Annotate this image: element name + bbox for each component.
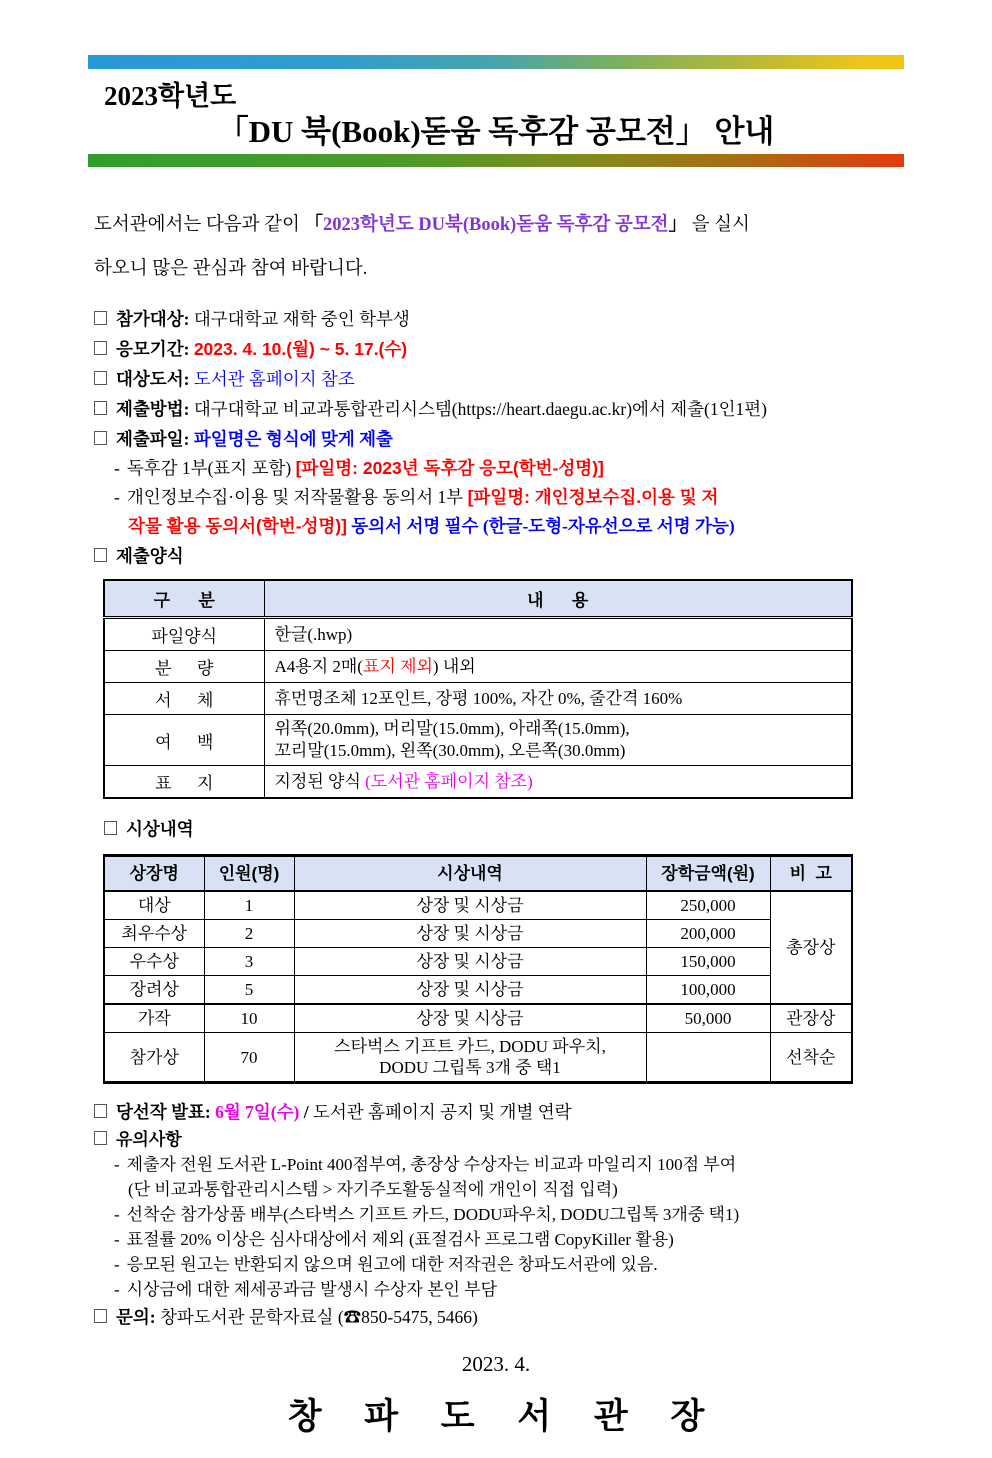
award-detail-line-1: 스타벅스 기프트 카드, DODU 파우치, bbox=[334, 1037, 606, 1056]
format-key: 서 체 bbox=[104, 683, 264, 715]
format-key: 분 량 bbox=[104, 651, 264, 683]
dash-bullet: - bbox=[114, 1230, 120, 1249]
format-table-header-row bbox=[104, 580, 852, 618]
note-item bbox=[114, 1277, 904, 1302]
format-key: 표 지 bbox=[104, 766, 264, 799]
file-item-2-cont bbox=[128, 512, 904, 541]
checkbox-bullet-icon bbox=[94, 1104, 107, 1118]
file-item-2 bbox=[114, 483, 904, 512]
title-gradient-bar bbox=[88, 154, 904, 167]
award-count: 3 bbox=[204, 948, 294, 976]
award-amount: 100,000 bbox=[646, 976, 770, 1005]
format-value-part: 지정된 양식 bbox=[274, 771, 366, 791]
announcement-line bbox=[94, 1097, 904, 1127]
signature: 창 파 도 서 관 장 bbox=[287, 1397, 722, 1436]
item-label: 제출파일: bbox=[116, 429, 194, 449]
file1-text: 독후감 1부(표지 포함) bbox=[126, 458, 296, 478]
format-value bbox=[264, 715, 852, 766]
table-row bbox=[104, 891, 852, 920]
format-header-content: 내 용 bbox=[264, 580, 852, 618]
item-label: 응모기간: bbox=[116, 339, 194, 359]
checkbox-bullet-icon bbox=[94, 311, 107, 325]
checkbox-bullet-icon bbox=[94, 371, 107, 385]
awards-section-heading bbox=[104, 814, 904, 844]
announce-date: 6월 7일(수) bbox=[215, 1102, 300, 1122]
item-participants bbox=[94, 304, 904, 334]
item-method bbox=[94, 394, 904, 424]
format-value bbox=[264, 651, 852, 683]
format-value-red: 표지 제외 bbox=[362, 656, 433, 676]
table-row bbox=[104, 683, 852, 715]
award-count: 70 bbox=[204, 1033, 294, 1083]
award-detail bbox=[294, 1033, 646, 1083]
dash-bullet: - bbox=[114, 458, 120, 478]
note-text: 시상금에 대한 제세공과금 발생시 수상자 본인 부담 bbox=[126, 1280, 498, 1299]
item-label: 제출양식 bbox=[116, 546, 184, 566]
note-text: 표절률 20% 이상은 심사대상에서 제외 (표절검사 프로그램 CopyKiller 활용) bbox=[126, 1230, 674, 1249]
checkbox-bullet-icon bbox=[94, 548, 107, 562]
note-item bbox=[114, 1252, 904, 1277]
item-period bbox=[94, 334, 904, 364]
note-item bbox=[114, 1202, 904, 1227]
intro-pre: 도서관에서는 다음과 같이 bbox=[94, 215, 305, 235]
awards-table bbox=[103, 854, 853, 1084]
announce-slash: / bbox=[299, 1102, 313, 1122]
award-count: 1 bbox=[204, 891, 294, 920]
header-year: 2023학년도 bbox=[104, 81, 237, 111]
award-detail: 상장 및 시상금 bbox=[294, 891, 646, 920]
table-row bbox=[104, 920, 852, 948]
award-name: 참가상 bbox=[104, 1033, 204, 1083]
award-name: 대상 bbox=[104, 891, 204, 920]
item-files-text: 파일명은 형식에 맞게 제출 bbox=[193, 429, 393, 449]
table-row bbox=[104, 948, 852, 976]
format-table bbox=[103, 579, 853, 799]
item-label: 제출방법: bbox=[116, 399, 194, 419]
award-amount bbox=[646, 1033, 770, 1083]
award-detail: 상장 및 시상금 bbox=[294, 920, 646, 948]
checkbox-bullet-icon bbox=[94, 401, 107, 415]
file2-filename-part1: [파일명: 개인정보수집.이용 및 저 bbox=[467, 487, 719, 507]
file2-sign-note: 동의서 서명 필수 (한글-도형-자유선으로 서명 가능) bbox=[347, 516, 735, 536]
format-value bbox=[264, 766, 852, 799]
item-label: 참가대상: bbox=[116, 309, 194, 329]
checkbox-bullet-icon bbox=[94, 431, 107, 445]
note-item bbox=[114, 1227, 904, 1252]
table-row bbox=[104, 651, 852, 683]
announce-label: 당선작 발표: bbox=[116, 1102, 216, 1122]
item-format bbox=[94, 541, 904, 571]
file2-filename-part2: 작물 활용 동의서(학번-성명)] bbox=[128, 516, 347, 536]
award-count: 5 bbox=[204, 976, 294, 1005]
margin-line-2: 꼬리말(15.0mm), 왼쪽(30.0mm), 오른쪽(30.0mm) bbox=[274, 741, 626, 760]
award-name: 가작 bbox=[104, 1004, 204, 1033]
contact-label: 문의: bbox=[116, 1307, 156, 1327]
awards-header-count: 인원(명) bbox=[204, 856, 294, 892]
award-note: 관장상 bbox=[770, 1004, 852, 1033]
contact-text: 창파도서관 문학자료실 (☎850-5475, 5466) bbox=[155, 1307, 478, 1327]
table-row bbox=[104, 715, 852, 766]
note-item-cont: (단 비교과통합관리시스템 > 자기주도활동실적에 개인이 직접 입력) bbox=[128, 1180, 618, 1199]
checkbox-bullet-icon bbox=[94, 1309, 107, 1323]
dash-bullet: - bbox=[114, 1280, 120, 1299]
margin-line-1: 위쪽(20.0mm), 머리말(15.0mm), 아래쪽(15.0mm), bbox=[274, 719, 630, 738]
dash-bullet: - bbox=[114, 1255, 120, 1274]
section-label: 시상내역 bbox=[126, 819, 194, 839]
format-header-category: 구 분 bbox=[104, 580, 264, 618]
note-text: 응모된 원고는 반환되지 않으며 원고에 대한 저작권은 창파도서관에 있음. bbox=[126, 1255, 658, 1274]
format-value: 한글(.hwp) bbox=[264, 618, 852, 651]
note-item bbox=[114, 1152, 904, 1177]
item-books-text: 도서관 홈페이지 참조 bbox=[193, 369, 355, 389]
award-name: 장려상 bbox=[104, 976, 204, 1005]
award-amount: 200,000 bbox=[646, 920, 770, 948]
checkbox-bullet-icon bbox=[104, 821, 117, 835]
checkbox-bullet-icon bbox=[94, 1131, 107, 1145]
format-value-magenta: (도서관 홈페이지 참조) bbox=[365, 771, 533, 791]
checkbox-bullet-icon bbox=[94, 341, 107, 355]
dash-bullet: - bbox=[114, 487, 120, 507]
note-text: 선착순 참가상품 배부(스타벅스 기프트 카드, DODU파우치, DODU그립톡 3개중 택1) bbox=[126, 1205, 740, 1224]
notes-label: 유의사항 bbox=[116, 1130, 182, 1149]
announce-text: 도서관 홈페이지 공지 및 개별 연락 bbox=[312, 1102, 572, 1122]
file2-text: 개인정보수집·이용 및 저작물활용 동의서 1부 bbox=[126, 487, 468, 507]
award-detail-line-2: DODU 그립톡 3개 중 택1 bbox=[379, 1058, 561, 1077]
format-key: 파일양식 bbox=[104, 618, 264, 651]
awards-header-note: 비 고 bbox=[770, 856, 852, 892]
contact-line bbox=[94, 1302, 904, 1332]
item-files bbox=[94, 424, 904, 454]
awards-header-row bbox=[104, 856, 852, 892]
file-item-1 bbox=[114, 454, 904, 483]
note-text: 제출자 전원 도서관 L-Point 400점부여, 총장상 수상자는 비교과 마일리지 100점 부여 bbox=[126, 1155, 737, 1174]
table-row bbox=[104, 766, 852, 799]
intro-post: 을 실시 bbox=[687, 215, 750, 235]
format-value: 휴먼명조체 12포인트, 장평 100%, 자간 0%, 줄간격 160% bbox=[264, 683, 852, 715]
table-row bbox=[104, 976, 852, 1005]
item-text: 대구대학교 재학 중인 학부생 bbox=[193, 309, 410, 329]
awards-header-name: 상장명 bbox=[104, 856, 204, 892]
award-count: 2 bbox=[204, 920, 294, 948]
awards-header-amount: 장학금액(원) bbox=[646, 856, 770, 892]
format-key: 여 백 bbox=[104, 715, 264, 766]
award-amount: 250,000 bbox=[646, 891, 770, 920]
award-name: 우수상 bbox=[104, 948, 204, 976]
awards-header-detail: 시상내역 bbox=[294, 856, 646, 892]
file1-filename: [파일명: 2023년 독후감 응모(학번-성명)] bbox=[295, 458, 604, 478]
award-detail: 상장 및 시상금 bbox=[294, 1004, 646, 1033]
item-label: 대상도서: bbox=[116, 369, 194, 389]
award-detail: 상장 및 시상금 bbox=[294, 976, 646, 1005]
footer-date: 2023. 4. bbox=[461, 1352, 531, 1376]
award-detail: 상장 및 시상금 bbox=[294, 948, 646, 976]
page-title: 「DU 북(Book)돋움 독후감 공모전」 안내 bbox=[217, 114, 775, 149]
table-row bbox=[104, 1004, 852, 1033]
table-row bbox=[104, 1033, 852, 1083]
award-amount: 150,000 bbox=[646, 948, 770, 976]
top-gradient-bar bbox=[88, 55, 904, 69]
notes-section bbox=[88, 1127, 904, 1302]
document-page bbox=[0, 55, 992, 1439]
item-period-dates: 2023. 4. 10.(월) ~ 5. 17.(수) bbox=[193, 339, 408, 359]
dash-bullet: - bbox=[114, 1155, 120, 1174]
intro-paragraph bbox=[94, 203, 900, 291]
intro-bracket-close: 」 bbox=[668, 215, 687, 235]
notes-heading bbox=[94, 1127, 904, 1152]
award-count: 10 bbox=[204, 1004, 294, 1033]
intro-highlight: 2023학년도 DU북(Book)돋움 독후감 공모전 bbox=[322, 215, 669, 235]
award-name: 최우수상 bbox=[104, 920, 204, 948]
format-value-part: ) 내외 bbox=[432, 656, 476, 676]
format-value-part: A4용지 2매( bbox=[274, 656, 363, 676]
item-books bbox=[94, 364, 904, 394]
intro-bracket-open: 「 bbox=[304, 215, 323, 235]
award-note-merged: 총장상 bbox=[770, 891, 852, 1004]
award-amount: 50,000 bbox=[646, 1004, 770, 1033]
intro-line-2: 하오니 많은 관심과 참여 바랍니다. bbox=[94, 259, 368, 279]
dash-bullet: - bbox=[114, 1205, 120, 1224]
table-row bbox=[104, 618, 852, 651]
intro-line-1 bbox=[94, 203, 900, 247]
item-method-text: 대구대학교 비교과통합관리시스템(https://heart.daegu.ac.kr)에서 제출(1인1편) bbox=[193, 399, 768, 419]
award-note: 선착순 bbox=[770, 1033, 852, 1083]
